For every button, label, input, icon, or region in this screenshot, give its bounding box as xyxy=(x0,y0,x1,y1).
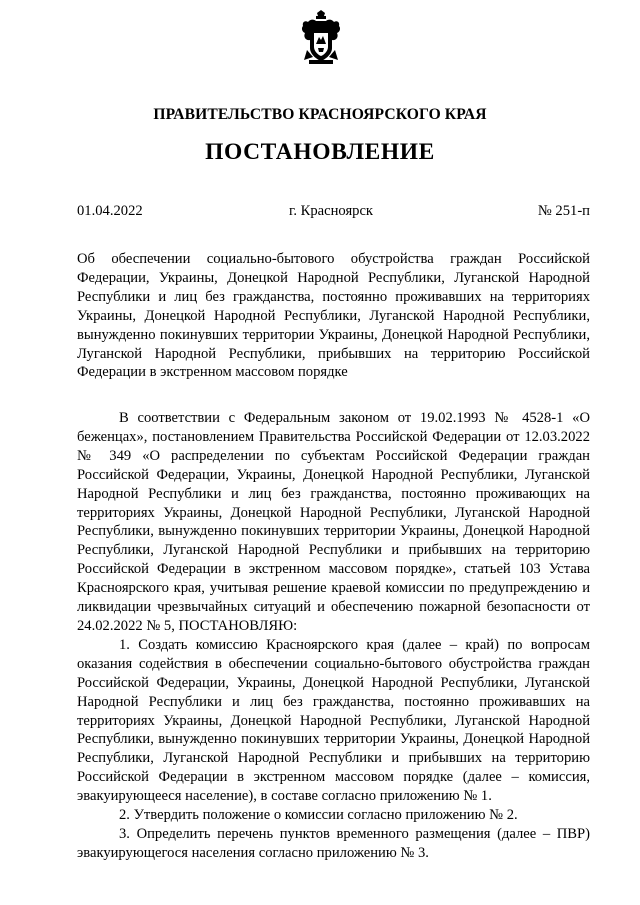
preamble-paragraph: В соответствии с Федеральным законом от 19.02.1993 № 4528-1 «О беженцах», постановлением Правительства Российской Федерации от 12.03.2022 № 349 «О распределении по субъектам Российской Федерации граждан Российской Федерации, Украины, Донецкой Народной Республики, Луганской Народной Республики и лиц без гражданства, постоянно проживающих на территориях Украины, Донецкой Народной Республики, Луганской Народной Республики, вынужденно покинувших территории Украины, Донецкой Народной Республики, Луганской Народной Республики и прибывших на территорию Российской Федерации в экстренном массовом порядке», статьей 103 Устава Красноярского края, учитывая решение краевой комиссии по предупреждению и ликвидации чрезвычайных ситуаций и обеспечению пожарной безопасности от 24.02.2022 № 5, ПОСТАНОВЛЯЮ: xyxy=(77,410,590,634)
item-paragraph-3: 3. Определить перечень пунктов временного размещения (далее – ПВР) эвакуирующегося населения согласно приложению № 3. xyxy=(77,825,590,861)
document-type-title: ПОСТАНОВЛЕНИЕ xyxy=(205,139,435,165)
document-city: г. Красноярск xyxy=(289,203,374,219)
item-paragraph-2: 2. Утвердить положение о комиссии согласно приложению № 2. xyxy=(119,807,518,824)
document-body xyxy=(77,409,590,863)
document-subject: Об обеспечении социально-бытового обустройства граждан Российской Федерации, Украины, Донецкой Народной Республики, Луганской Народной Республики и лиц без гражданства, постоянно проживавших на территориях Украины, Донецкой Народной Республики, Луганской Народной Республики, вынужденно покинувших территории Украины, Донецкой Народной Республики, Луганской Народной Республики, прибывших на территорию Российской Федерации в экстренном массовом порядке xyxy=(77,251,590,381)
government-title: ПРАВИТЕЛЬСТВО КРАСНОЯРСКОГО КРАЯ xyxy=(153,106,487,123)
document-date: 01.04.2022 xyxy=(77,203,143,219)
document-number: № 251-п xyxy=(537,203,590,219)
coat-of-arms-emblem xyxy=(299,10,343,66)
item-paragraph-1: 1. Создать комиссию Красноярского края (далее – край) по вопросам оказания содействия в обеспечении социально-бытового обустройства граждан Российской Федерации, Украины, Донецкой Народной Республики, Луганской Народной Республики и лиц без гражданства, постоянно проживавших на территориях Украины, Донецкой Народной Республики, Луганской Народной Республики, вынужденно покинувших территории Украины, Донецкой Народной Республики, Луганской Народной Республики и прибывших на территорию Российской Федерации в экстренном массовом порядке (далее – комиссия, эвакуирующееся население), в составе согласно приложению № 1. xyxy=(77,636,590,805)
